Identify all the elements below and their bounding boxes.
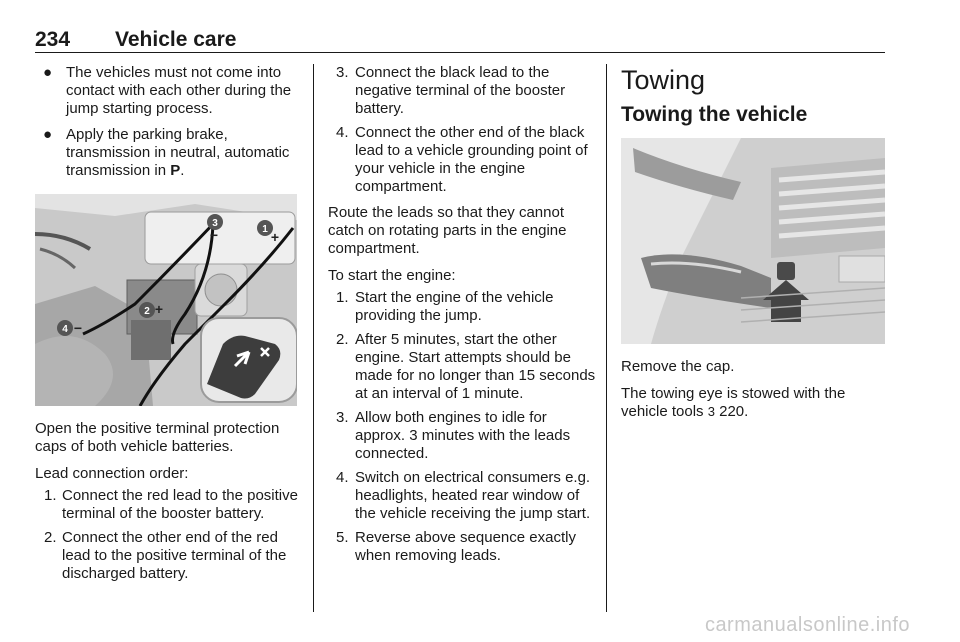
- section-title: Vehicle care: [115, 28, 237, 51]
- route-leads-text: Route the leads so that they cannot catch on rotating parts in the engine compartment.: [328, 204, 567, 257]
- figure-label-4: 4: [62, 324, 68, 335]
- figure-label-3: 3: [212, 218, 218, 229]
- list-item: 2. After 5 minutes, start the other engine. Start attempts should be made for no longer than 15 seconds at an interval of 1 minute.: [336, 331, 596, 402]
- remove-cap-text: Remove the cap.: [621, 358, 735, 375]
- lead-order-title: Lead connection order:: [35, 465, 189, 482]
- svg-text:+: +: [154, 301, 164, 317]
- page-reference: 220.: [719, 403, 749, 420]
- start-engine-title: To start the engine:: [328, 267, 456, 284]
- list-item: 5. Reverse above sequence exactly when removing leads.: [336, 529, 576, 564]
- list-item: ● Apply the parking brake, transmission in neutral, automatic transmission in P.: [43, 126, 290, 179]
- protection-caps-text: Open the positive terminal protection caps of both vehicle batteries.: [35, 420, 280, 455]
- figure-label-2: 2: [144, 306, 150, 317]
- page-header: [35, 28, 885, 54]
- jump-start-engine-illustration: [35, 194, 297, 406]
- list-item: 1. Connect the red lead to the positive terminal of the booster battery.: [44, 487, 298, 522]
- gear-p-label: P: [170, 162, 181, 179]
- svg-text:−: −: [209, 227, 219, 243]
- column-2: [328, 64, 596, 573]
- page-reference-icon: 3: [707, 404, 715, 419]
- bullet-icon: ●: [43, 64, 53, 81]
- column-3: [621, 64, 885, 430]
- svg-text:+: +: [270, 229, 280, 245]
- start-engine-steps: [328, 289, 596, 565]
- precaution-list: [35, 64, 301, 180]
- list-item: 3. Allow both engines to idle for approx. 3 minutes with the leads connected.: [336, 409, 571, 462]
- lead-order-steps: [35, 487, 301, 583]
- svg-text:−: −: [73, 320, 83, 336]
- column-divider-1: [313, 64, 314, 612]
- list-item: 4. Switch on electrical consumers e.g. headlights, heated rear window of the vehicle receiving the jump start.: [336, 469, 591, 522]
- list-item: 3. Connect the black lead to the negative terminal of the booster battery.: [336, 64, 566, 117]
- list-item: 2. Connect the other end of the red lead to the positive terminal of the discharged battery.: [44, 529, 287, 582]
- column-1: [35, 64, 301, 591]
- list-item: 4. Connect the other end of the black lead to a vehicle grounding point of your vehicle in the engine compartment.: [336, 124, 588, 195]
- towing-eye-text: The towing eye is stowed with the vehicle tools 3 220.: [621, 385, 846, 420]
- page-number: 234: [35, 28, 71, 51]
- figure-label-1: 1: [262, 224, 268, 235]
- list-item: 1. Start the engine of the vehicle providing the jump.: [336, 289, 554, 324]
- list-item: ● The vehicles must not come into contact with each other during the jump starting process.: [43, 64, 292, 117]
- watermark: carmanualsonline.info: [704, 614, 910, 636]
- bullet-icon: ●: [43, 126, 53, 143]
- column-divider-2: [606, 64, 607, 612]
- towing-eye-cap-illustration: [621, 138, 885, 344]
- header-rule: [35, 52, 885, 53]
- towing-subheading: Towing the vehicle: [621, 103, 808, 126]
- lead-order-steps-continued: [328, 64, 596, 196]
- towing-heading: Towing: [621, 65, 706, 95]
